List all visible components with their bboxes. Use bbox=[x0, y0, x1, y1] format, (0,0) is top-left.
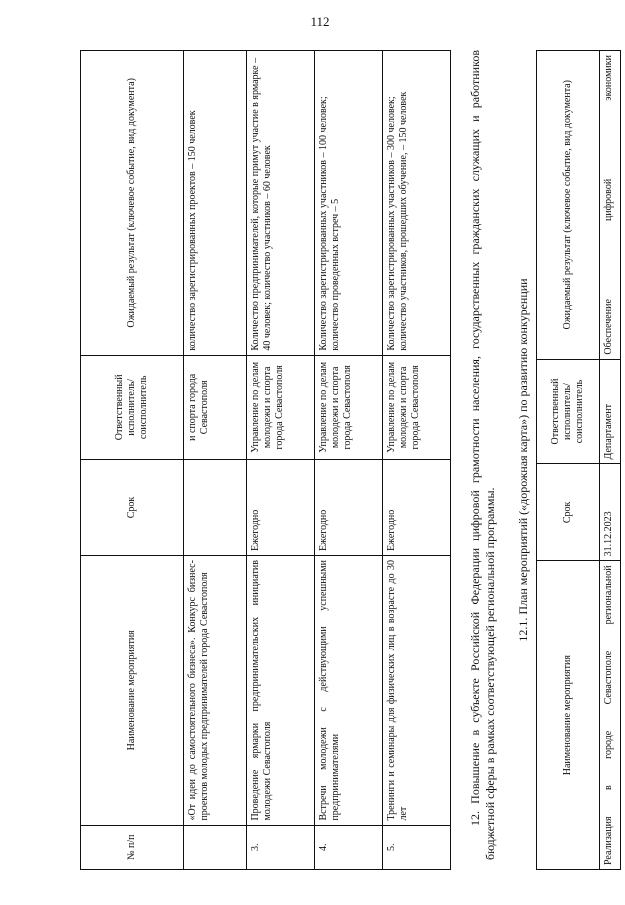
cell-result bbox=[600, 51, 621, 360]
header-term: Срок bbox=[537, 464, 600, 561]
cell-result: Количество зарегистрированных участников – 300 человек; количество участников, прошедших обучение, – 150 человек bbox=[383, 51, 451, 356]
cell-term: Ежегодно bbox=[383, 460, 451, 556]
cell-executor: Управление по делам молодежи и спорта города Севастополя bbox=[383, 355, 451, 459]
cell-name-word: в bbox=[603, 785, 614, 791]
cell-result: Количество зарегистрированных участников – 100 человек; количество проведенных встреч – 5 bbox=[315, 51, 383, 356]
cell-result-word: Обеспечение bbox=[603, 299, 614, 355]
table-row bbox=[600, 51, 621, 870]
cell-executor: Департамент bbox=[600, 359, 621, 464]
activities-table bbox=[80, 50, 451, 870]
cell-executor: и спорта города Севастополя bbox=[184, 355, 247, 459]
header-name: Наименование мероприятия bbox=[537, 561, 600, 870]
cell-term: Ежегодно bbox=[315, 460, 383, 556]
cell-num: 3. bbox=[247, 825, 315, 869]
cell-executor: Управление по делам молодежи и спорта города Севастополя bbox=[315, 355, 383, 459]
section-title: 12. Повышение в субъекте Российской Федерации цифровой грамотности населения, государственных гражданских служащих и работников бюджетной сферы в рамках соответствующей региональной программы. bbox=[468, 50, 497, 860]
cell-term bbox=[184, 460, 247, 556]
subsection-title: 12.1. План мероприятий («дорожная карта») по развитию конкуренции bbox=[516, 278, 530, 642]
cell-executor: Управление по делам молодежи и спорта города Севастополя bbox=[247, 355, 315, 459]
header-num: № п/п bbox=[81, 825, 184, 869]
cell-name-word: Севастополе bbox=[603, 650, 614, 705]
cell-term: 31.12.2023 bbox=[600, 464, 621, 561]
page-number: 112 bbox=[310, 14, 330, 29]
rotated-page-content bbox=[80, 50, 614, 870]
cell-result: количество зарегистрированных проектов – 150 человек bbox=[184, 51, 247, 356]
header-executor: Ответственный исполнитель/ соисполнитель bbox=[81, 355, 184, 459]
table-row bbox=[184, 51, 247, 870]
cell-name-word: региональной bbox=[603, 565, 614, 625]
cell-num: 4. bbox=[315, 825, 383, 869]
table-row bbox=[247, 51, 315, 870]
cell-name: Тренинги и семинары для физических лиц в возрасте до 30 лет bbox=[383, 556, 451, 826]
cell-result: Количество предпринимателей, которые примут участие в ярмарке – 40 человек; количество участников – 60 человек bbox=[247, 51, 315, 356]
header-result: Ожидаемый результат (ключевое событие, вид документа) bbox=[81, 51, 184, 356]
roadmap-table bbox=[536, 50, 621, 870]
cell-name bbox=[600, 561, 621, 870]
table-row bbox=[383, 51, 451, 870]
cell-name-word: Реализация bbox=[603, 816, 614, 865]
cell-result-word: экономики bbox=[603, 55, 614, 101]
cell-num bbox=[184, 825, 247, 869]
cell-term: Ежегодно bbox=[247, 460, 315, 556]
table-row bbox=[315, 51, 383, 870]
table-header-row bbox=[537, 51, 600, 870]
header-name: Наименование мероприятия bbox=[81, 556, 184, 826]
cell-num: 5. bbox=[383, 825, 451, 869]
header-executor: Ответственный исполнитель/ соисполнитель bbox=[537, 359, 600, 464]
cell-name-word: городе bbox=[603, 730, 614, 759]
cell-name: Проведение ярмарки предпринимательских инициатив молодежи Севастополя bbox=[247, 556, 315, 826]
header-result: Ожидаемый результат (ключевое событие, вид документа) bbox=[537, 51, 600, 360]
cell-name: «От идеи до самостоятельного бизнеса». Конкурс бизнес-проектов молодых предпринимателей города Севастополя bbox=[184, 556, 247, 826]
cell-name: Встречи молодежи с действующими успешными предпринимателями bbox=[315, 556, 383, 826]
header-term: Срок bbox=[81, 460, 184, 556]
cell-result-word: цифровой bbox=[603, 178, 614, 221]
table-header-row bbox=[81, 51, 184, 870]
